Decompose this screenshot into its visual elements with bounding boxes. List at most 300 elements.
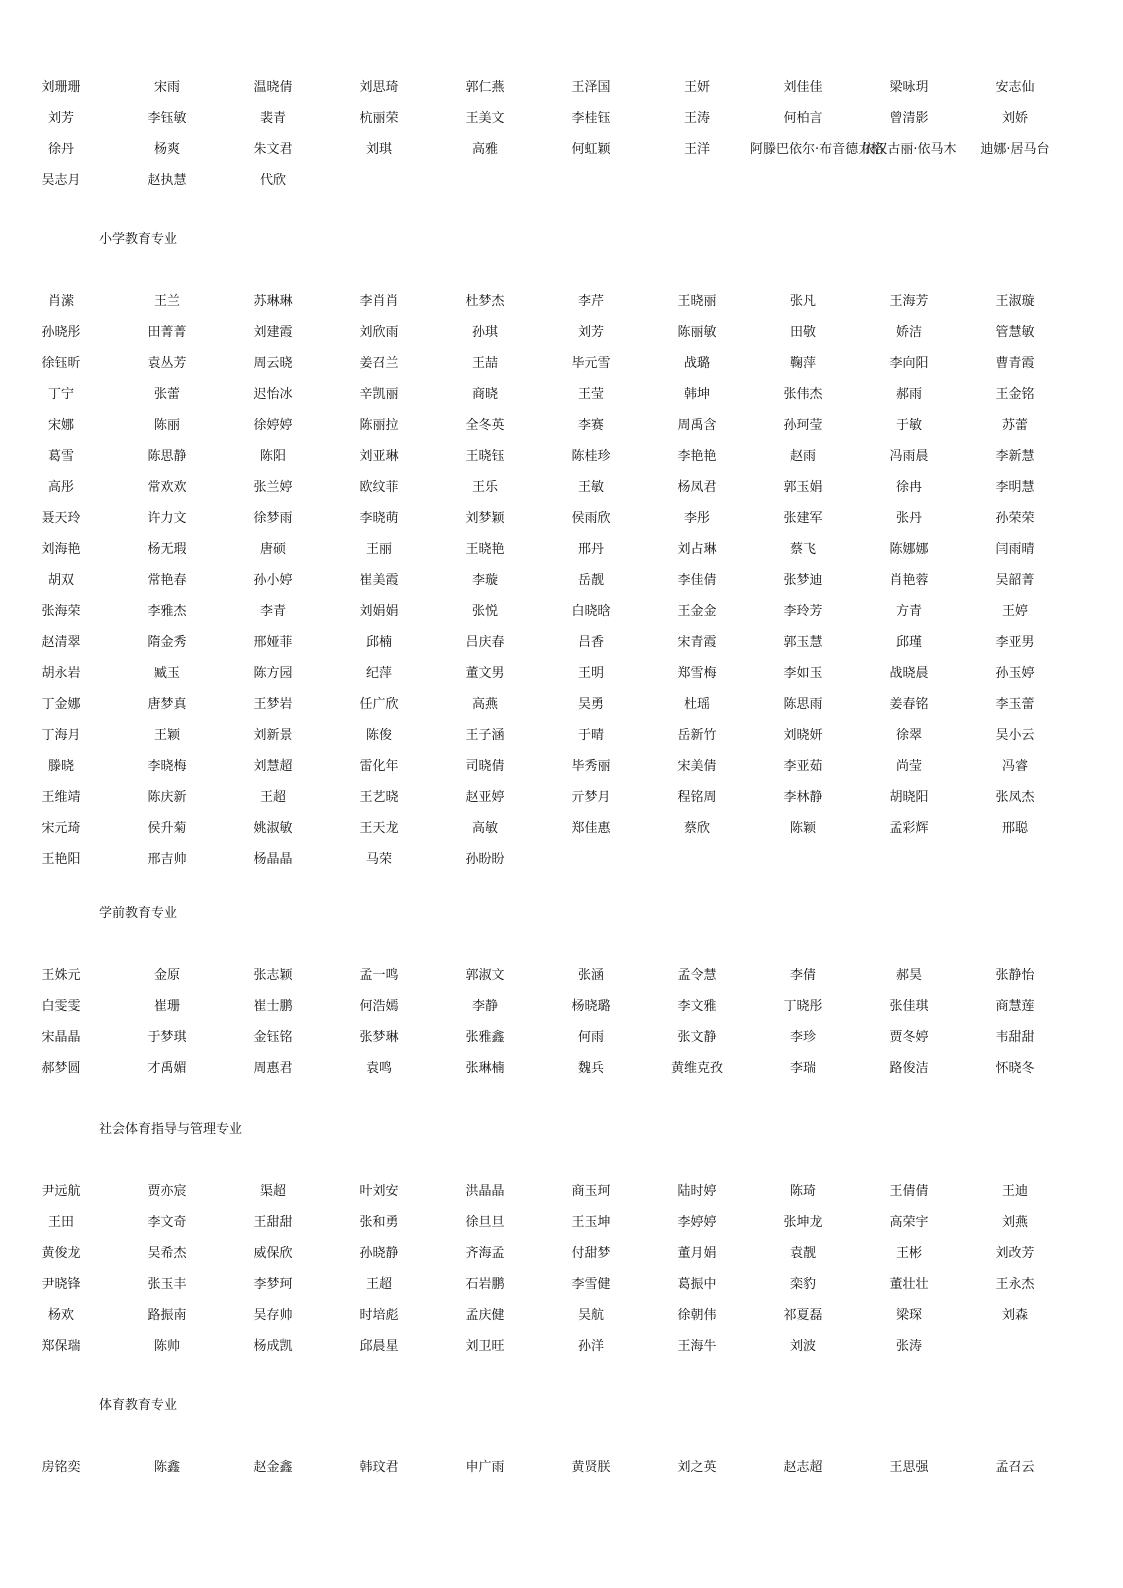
name-row bbox=[8, 751, 1068, 782]
name-row bbox=[8, 503, 1068, 534]
student-name: 黄维克孜 bbox=[670, 1060, 723, 1076]
student-name: 张佳琪 bbox=[889, 998, 929, 1014]
student-name: 宋晶晶 bbox=[41, 1029, 81, 1045]
name-list-primary-education bbox=[8, 286, 1068, 875]
student-name: 苏蕾 bbox=[1001, 417, 1028, 433]
student-name: 金钰铭 bbox=[253, 1029, 293, 1045]
student-name: 张悦 bbox=[471, 603, 498, 619]
student-name: 刘建霞 bbox=[253, 324, 293, 340]
name-row bbox=[8, 689, 1068, 720]
name-row bbox=[8, 1022, 1068, 1053]
student-name: 唐梦真 bbox=[147, 696, 187, 712]
student-name: 杨成凯 bbox=[253, 1338, 293, 1354]
student-name: 刘娟娟 bbox=[359, 603, 399, 619]
student-name: 王兰 bbox=[153, 293, 180, 309]
student-name: 张海荣 bbox=[41, 603, 81, 619]
student-name: 刘波 bbox=[789, 1338, 816, 1354]
student-name: 辛凯丽 bbox=[359, 386, 399, 402]
student-name: 刘芳 bbox=[577, 324, 604, 340]
student-name: 李佳倩 bbox=[677, 572, 717, 588]
student-name: 赵亚婷 bbox=[465, 789, 505, 805]
student-name: 李玲芳 bbox=[783, 603, 823, 619]
student-name: 徐婷婷 bbox=[253, 417, 293, 433]
name-row bbox=[8, 1452, 1068, 1483]
student-name: 丁晓彤 bbox=[783, 998, 823, 1014]
student-name: 李向阳 bbox=[889, 355, 929, 371]
student-name: 王泽国 bbox=[571, 79, 611, 95]
name-row bbox=[8, 103, 1068, 134]
student-name: 张坤龙 bbox=[783, 1214, 823, 1230]
student-name: 王姝元 bbox=[41, 967, 81, 983]
name-row bbox=[8, 1238, 1068, 1269]
student-name: 栾豹 bbox=[789, 1276, 816, 1292]
student-name: 宋雨 bbox=[153, 79, 180, 95]
student-name: 李瑞 bbox=[789, 1060, 816, 1076]
student-name: 吴志月 bbox=[41, 172, 81, 188]
student-name: 温晓倩 bbox=[253, 79, 293, 95]
student-name: 李桂钰 bbox=[571, 110, 611, 126]
student-name: 郭玉慧 bbox=[783, 634, 823, 650]
student-name: 孙晓彤 bbox=[41, 324, 81, 340]
student-name: 张和勇 bbox=[359, 1214, 399, 1230]
student-name: 高雅 bbox=[471, 141, 498, 157]
student-name: 冯睿 bbox=[1001, 758, 1028, 774]
student-name: 李新慧 bbox=[995, 448, 1035, 464]
name-list-physical-education bbox=[8, 1452, 1068, 1483]
student-name: 祁夏磊 bbox=[783, 1307, 823, 1323]
student-name: 贾亦宸 bbox=[147, 1183, 187, 1199]
student-name: 王彬 bbox=[895, 1245, 922, 1261]
student-name: 朱文君 bbox=[253, 141, 293, 157]
student-name: 吕香 bbox=[577, 634, 604, 650]
student-name: 田菁菁 bbox=[147, 324, 187, 340]
student-name: 刘娇 bbox=[1001, 110, 1028, 126]
name-row bbox=[8, 1176, 1068, 1207]
student-name: 何虹颖 bbox=[571, 141, 611, 157]
student-name: 王淑璇 bbox=[995, 293, 1035, 309]
student-name: 裴青 bbox=[259, 110, 286, 126]
student-name: 孙晓静 bbox=[359, 1245, 399, 1261]
student-name: 陆时婷 bbox=[677, 1183, 717, 1199]
name-row bbox=[8, 596, 1068, 627]
student-name: 聂天玲 bbox=[41, 510, 81, 526]
name-row bbox=[8, 627, 1068, 658]
name-row bbox=[8, 991, 1068, 1022]
name-row bbox=[8, 658, 1068, 689]
student-name: 杨凤君 bbox=[677, 479, 717, 495]
student-name: 郭玉娟 bbox=[783, 479, 823, 495]
student-name: 代欣 bbox=[259, 172, 286, 188]
student-name: 张凡 bbox=[789, 293, 816, 309]
student-name: 李晓梅 bbox=[147, 758, 187, 774]
student-name: 李亚茹 bbox=[783, 758, 823, 774]
name-row bbox=[8, 720, 1068, 751]
student-name: 何雨 bbox=[577, 1029, 604, 1045]
student-name: 全冬英 bbox=[465, 417, 505, 433]
student-name: 安志仙 bbox=[995, 79, 1035, 95]
student-name: 白雯雯 bbox=[41, 998, 81, 1014]
student-name: 侯雨欣 bbox=[571, 510, 611, 526]
student-name: 战晓晨 bbox=[889, 665, 929, 681]
student-name: 刘占琳 bbox=[677, 541, 717, 557]
student-name: 尚莹 bbox=[895, 758, 922, 774]
student-name: 张文静 bbox=[677, 1029, 717, 1045]
student-name: 蔡欣 bbox=[683, 820, 710, 836]
student-name: 崔珊 bbox=[153, 998, 180, 1014]
student-name: 杨晶晶 bbox=[253, 851, 293, 867]
student-name: 赵雨 bbox=[789, 448, 816, 464]
student-name: 邢丹 bbox=[577, 541, 604, 557]
student-name: 蔡飞 bbox=[789, 541, 816, 557]
student-name: 韦甜甜 bbox=[995, 1029, 1035, 1045]
student-name: 申广雨 bbox=[465, 1459, 505, 1475]
student-name: 战璐 bbox=[683, 355, 710, 371]
student-name: 孟彩辉 bbox=[889, 820, 929, 836]
student-name: 张兰婷 bbox=[253, 479, 293, 495]
student-name: 马荣 bbox=[365, 851, 392, 867]
name-row bbox=[8, 379, 1068, 410]
student-name: 胡双 bbox=[47, 572, 74, 588]
student-name: 毕秀丽 bbox=[571, 758, 611, 774]
student-name: 杨晓璐 bbox=[571, 998, 611, 1014]
student-name: 曹青霞 bbox=[995, 355, 1035, 371]
student-name: 徐翠 bbox=[895, 727, 922, 743]
student-name: 魏兵 bbox=[577, 1060, 604, 1076]
student-name: 李青 bbox=[259, 603, 286, 619]
student-name: 赵清翠 bbox=[41, 634, 81, 650]
student-name: 陈庆新 bbox=[147, 789, 187, 805]
student-name: 付甜梦 bbox=[571, 1245, 611, 1261]
student-name: 刘欣雨 bbox=[359, 324, 399, 340]
student-name: 王晓艳 bbox=[465, 541, 505, 557]
student-name: 邱晨星 bbox=[359, 1338, 399, 1354]
name-row bbox=[8, 134, 1068, 165]
student-name: 陈帅 bbox=[153, 1338, 180, 1354]
student-name: 刘佳佳 bbox=[783, 79, 823, 95]
student-name: 孙玉婷 bbox=[995, 665, 1035, 681]
student-name: 孙珂莹 bbox=[783, 417, 823, 433]
student-name: 葛雪 bbox=[47, 448, 74, 464]
student-name: 臧玉 bbox=[153, 665, 180, 681]
student-name: 赵执慧 bbox=[147, 172, 187, 188]
student-name: 张静怡 bbox=[995, 967, 1035, 983]
student-name: 宋元琦 bbox=[41, 820, 81, 836]
student-name: 岳靓 bbox=[577, 572, 604, 588]
student-name: 赵金鑫 bbox=[253, 1459, 293, 1475]
student-name: 姚淑敏 bbox=[253, 820, 293, 836]
student-name: 孙琪 bbox=[471, 324, 498, 340]
student-name: 路振南 bbox=[147, 1307, 187, 1323]
student-name: 姜召兰 bbox=[359, 355, 399, 371]
student-name: 徐冉 bbox=[895, 479, 922, 495]
section-heading-preschool-education: 学前教育专业 bbox=[99, 906, 178, 921]
student-name: 王永杰 bbox=[995, 1276, 1035, 1292]
student-name: 陈方园 bbox=[253, 665, 293, 681]
student-name: 刘慧超 bbox=[253, 758, 293, 774]
student-name: 王海芳 bbox=[889, 293, 929, 309]
student-name: 李静 bbox=[471, 998, 498, 1014]
student-name: 吴韶菁 bbox=[995, 572, 1035, 588]
student-name: 王丽 bbox=[365, 541, 392, 557]
student-name: 王乐 bbox=[471, 479, 498, 495]
student-name: 李倩 bbox=[789, 967, 816, 983]
student-name: 陈桂珍 bbox=[571, 448, 611, 464]
student-name: 肖潆 bbox=[47, 293, 74, 309]
student-name: 崔士鹏 bbox=[253, 998, 293, 1014]
student-name: 杨爽 bbox=[153, 141, 180, 157]
name-row bbox=[8, 410, 1068, 441]
student-name: 刘卫旺 bbox=[465, 1338, 505, 1354]
student-name: 孟召云 bbox=[995, 1459, 1035, 1475]
student-name: 李艳艳 bbox=[677, 448, 717, 464]
student-name: 李赛 bbox=[577, 417, 604, 433]
student-name: 李文雅 bbox=[677, 998, 717, 1014]
student-name: 郝雨 bbox=[895, 386, 922, 402]
student-name: 袁鸣 bbox=[365, 1060, 392, 1076]
student-name: 邢吉帅 bbox=[147, 851, 187, 867]
student-name: 李明慧 bbox=[995, 479, 1035, 495]
student-name: 王艺晓 bbox=[359, 789, 399, 805]
student-name: 周云晓 bbox=[253, 355, 293, 371]
student-name: 吴存帅 bbox=[253, 1307, 293, 1323]
student-name: 于晴 bbox=[577, 727, 604, 743]
student-name: 杜梦杰 bbox=[465, 293, 505, 309]
name-row bbox=[8, 165, 1068, 196]
student-name: 袁靓 bbox=[789, 1245, 816, 1261]
student-name: 王甜甜 bbox=[253, 1214, 293, 1230]
student-name: 金原 bbox=[153, 967, 180, 983]
student-name: 黄贤朕 bbox=[571, 1459, 611, 1475]
student-name: 李林静 bbox=[783, 789, 823, 805]
student-name: 司晓倩 bbox=[465, 758, 505, 774]
student-name: 陈丽 bbox=[153, 417, 180, 433]
student-name: 张玉丰 bbox=[147, 1276, 187, 1292]
student-name: 王洋 bbox=[683, 141, 710, 157]
name-row bbox=[8, 1269, 1068, 1300]
student-name: 刘琪 bbox=[365, 141, 392, 157]
student-name: 徐朝伟 bbox=[677, 1307, 717, 1323]
student-name: 李雪健 bbox=[571, 1276, 611, 1292]
name-list-continued bbox=[8, 72, 1068, 196]
student-name: 宋娜 bbox=[47, 417, 74, 433]
student-name: 梁琛 bbox=[895, 1307, 922, 1323]
student-name: 孙荣荣 bbox=[995, 510, 1035, 526]
student-name: 陈俊 bbox=[365, 727, 392, 743]
student-name: 葛振中 bbox=[677, 1276, 717, 1292]
student-name: 高彤 bbox=[47, 479, 74, 495]
student-name: 李亚男 bbox=[995, 634, 1035, 650]
student-name: 孟庆健 bbox=[465, 1307, 505, 1323]
name-row bbox=[8, 441, 1068, 472]
student-name: 刘芳 bbox=[47, 110, 74, 126]
student-name: 尹晓锋 bbox=[41, 1276, 81, 1292]
student-name: 迪娜·居马台 bbox=[980, 141, 1050, 157]
student-name: 商晓 bbox=[471, 386, 498, 402]
student-name: 张梦琳 bbox=[359, 1029, 399, 1045]
name-row bbox=[8, 960, 1068, 991]
student-name: 王晓丽 bbox=[677, 293, 717, 309]
student-name: 李婷婷 bbox=[677, 1214, 717, 1230]
student-name: 杨欢 bbox=[47, 1307, 74, 1323]
student-name: 张丹 bbox=[895, 510, 922, 526]
student-name: 胡永岩 bbox=[41, 665, 81, 681]
name-row bbox=[8, 317, 1068, 348]
student-name: 高荣宇 bbox=[889, 1214, 929, 1230]
student-name: 郭淑文 bbox=[465, 967, 505, 983]
student-name: 徐旦旦 bbox=[465, 1214, 505, 1230]
student-name: 姜春铭 bbox=[889, 696, 929, 712]
student-name: 王玉坤 bbox=[571, 1214, 611, 1230]
student-name: 欧纹菲 bbox=[359, 479, 399, 495]
student-name: 刘新景 bbox=[253, 727, 293, 743]
student-name: 王子涵 bbox=[465, 727, 505, 743]
student-name: 邱瑾 bbox=[895, 634, 922, 650]
student-name: 李如玉 bbox=[783, 665, 823, 681]
student-name: 郑雪梅 bbox=[677, 665, 717, 681]
student-name: 孙洋 bbox=[577, 1338, 604, 1354]
student-name: 何柏言 bbox=[783, 110, 823, 126]
student-name: 王明 bbox=[577, 665, 604, 681]
student-name: 丁金娜 bbox=[41, 696, 81, 712]
student-name: 石岩鹏 bbox=[465, 1276, 505, 1292]
student-name: 怀晓冬 bbox=[995, 1060, 1035, 1076]
student-name: 雷化年 bbox=[359, 758, 399, 774]
student-name: 王莹 bbox=[577, 386, 604, 402]
student-name: 王海牛 bbox=[677, 1338, 717, 1354]
student-name: 岳新竹 bbox=[677, 727, 717, 743]
student-name: 齐海孟 bbox=[465, 1245, 505, 1261]
student-name: 李玉蕾 bbox=[995, 696, 1035, 712]
student-name: 方青 bbox=[895, 603, 922, 619]
student-name: 阿滕巴依尔·布音德力格 bbox=[750, 141, 885, 157]
student-name: 李芹 bbox=[577, 293, 604, 309]
student-name: 亓梦月 bbox=[571, 789, 611, 805]
student-name: 董壮壮 bbox=[889, 1276, 929, 1292]
section-heading-physical-education: 体育教育专业 bbox=[99, 1398, 178, 1413]
student-name: 冯雨晨 bbox=[889, 448, 929, 464]
student-name: 闫雨晴 bbox=[995, 541, 1035, 557]
student-name: 王敏 bbox=[577, 479, 604, 495]
student-name: 陈阳 bbox=[259, 448, 286, 464]
name-row bbox=[8, 1331, 1068, 1362]
student-name: 王婷 bbox=[1001, 603, 1028, 619]
student-name: 杜瑶 bbox=[683, 696, 710, 712]
student-name: 陈娜娜 bbox=[889, 541, 929, 557]
student-name: 滕晓 bbox=[47, 758, 74, 774]
student-name: 白晓晗 bbox=[571, 603, 611, 619]
student-name: 宋美倩 bbox=[677, 758, 717, 774]
student-name: 陈琦 bbox=[789, 1183, 816, 1199]
section-heading-primary-education: 小学教育专业 bbox=[99, 232, 178, 247]
student-name: 李晓萌 bbox=[359, 510, 399, 526]
name-row bbox=[8, 565, 1068, 596]
student-name: 吴希杰 bbox=[147, 1245, 187, 1261]
student-name: 丁宁 bbox=[47, 386, 74, 402]
student-name: 张伟杰 bbox=[783, 386, 823, 402]
student-name: 刘珊珊 bbox=[41, 79, 81, 95]
student-name: 韩玟君 bbox=[359, 1459, 399, 1475]
student-name: 刘晓妍 bbox=[783, 727, 823, 743]
student-name: 王喆 bbox=[471, 355, 498, 371]
name-row bbox=[8, 1300, 1068, 1331]
student-name: 王天龙 bbox=[359, 820, 399, 836]
student-name: 孟令慧 bbox=[677, 967, 717, 983]
student-name: 张涵 bbox=[577, 967, 604, 983]
student-name: 李雅杰 bbox=[147, 603, 187, 619]
student-name: 张梦迪 bbox=[783, 572, 823, 588]
student-name: 高敏 bbox=[471, 820, 498, 836]
student-name: 陈颖 bbox=[789, 820, 816, 836]
student-name: 曾清影 bbox=[889, 110, 929, 126]
student-name: 周惠君 bbox=[253, 1060, 293, 1076]
student-name: 郝昊 bbox=[895, 967, 922, 983]
student-name: 邢娅菲 bbox=[253, 634, 293, 650]
name-row bbox=[8, 348, 1068, 379]
student-name: 张凤杰 bbox=[995, 789, 1035, 805]
student-name: 董文男 bbox=[465, 665, 505, 681]
student-name: 郝梦圆 bbox=[41, 1060, 81, 1076]
student-name: 梁咏玥 bbox=[889, 79, 929, 95]
student-name: 迟怡冰 bbox=[253, 386, 293, 402]
name-row bbox=[8, 1207, 1068, 1238]
name-row bbox=[8, 472, 1068, 503]
student-name: 徐钰昕 bbox=[41, 355, 81, 371]
student-name: 威保欣 bbox=[253, 1245, 293, 1261]
student-name: 吴航 bbox=[577, 1307, 604, 1323]
name-row bbox=[8, 813, 1068, 844]
name-row bbox=[8, 72, 1068, 103]
student-name: 常艳春 bbox=[147, 572, 187, 588]
student-name: 纪萍 bbox=[365, 665, 392, 681]
name-row bbox=[8, 534, 1068, 565]
student-name: 杭丽荣 bbox=[359, 110, 399, 126]
name-row bbox=[8, 844, 1068, 875]
student-name: 张琳楠 bbox=[465, 1060, 505, 1076]
student-name: 郑佳惠 bbox=[571, 820, 611, 836]
student-name: 邢聪 bbox=[1001, 820, 1028, 836]
student-name: 张志颖 bbox=[253, 967, 293, 983]
student-name: 刘之英 bbox=[677, 1459, 717, 1475]
student-name: 商慧莲 bbox=[995, 998, 1035, 1014]
student-name: 孟一鸣 bbox=[359, 967, 399, 983]
student-name: 邱楠 bbox=[365, 634, 392, 650]
student-name: 依汉古丽·依马木 bbox=[861, 141, 957, 157]
student-name: 吴勇 bbox=[577, 696, 604, 712]
student-name: 陈丽拉 bbox=[359, 417, 399, 433]
student-name: 李璇 bbox=[471, 572, 498, 588]
student-name: 张建军 bbox=[783, 510, 823, 526]
student-name: 于梦琪 bbox=[147, 1029, 187, 1045]
student-name: 刘森 bbox=[1001, 1307, 1028, 1323]
student-name: 王金铭 bbox=[995, 386, 1035, 402]
student-name: 李彤 bbox=[683, 510, 710, 526]
student-name: 孙盼盼 bbox=[465, 851, 505, 867]
student-name: 孙小婷 bbox=[253, 572, 293, 588]
student-name: 王超 bbox=[365, 1276, 392, 1292]
student-name: 管慧敏 bbox=[995, 324, 1035, 340]
section-heading-social-sports: 社会体育指导与管理专业 bbox=[99, 1122, 243, 1137]
student-name: 杨无瑕 bbox=[147, 541, 187, 557]
student-name: 王美文 bbox=[465, 110, 505, 126]
student-name: 王倩倩 bbox=[889, 1183, 929, 1199]
student-name: 张蕾 bbox=[153, 386, 180, 402]
name-row bbox=[8, 286, 1068, 317]
student-name: 于敏 bbox=[895, 417, 922, 433]
student-name: 李钰敏 bbox=[147, 110, 187, 126]
student-name: 王田 bbox=[47, 1214, 74, 1230]
student-name: 吴小云 bbox=[995, 727, 1035, 743]
student-name: 刘改芳 bbox=[995, 1245, 1035, 1261]
